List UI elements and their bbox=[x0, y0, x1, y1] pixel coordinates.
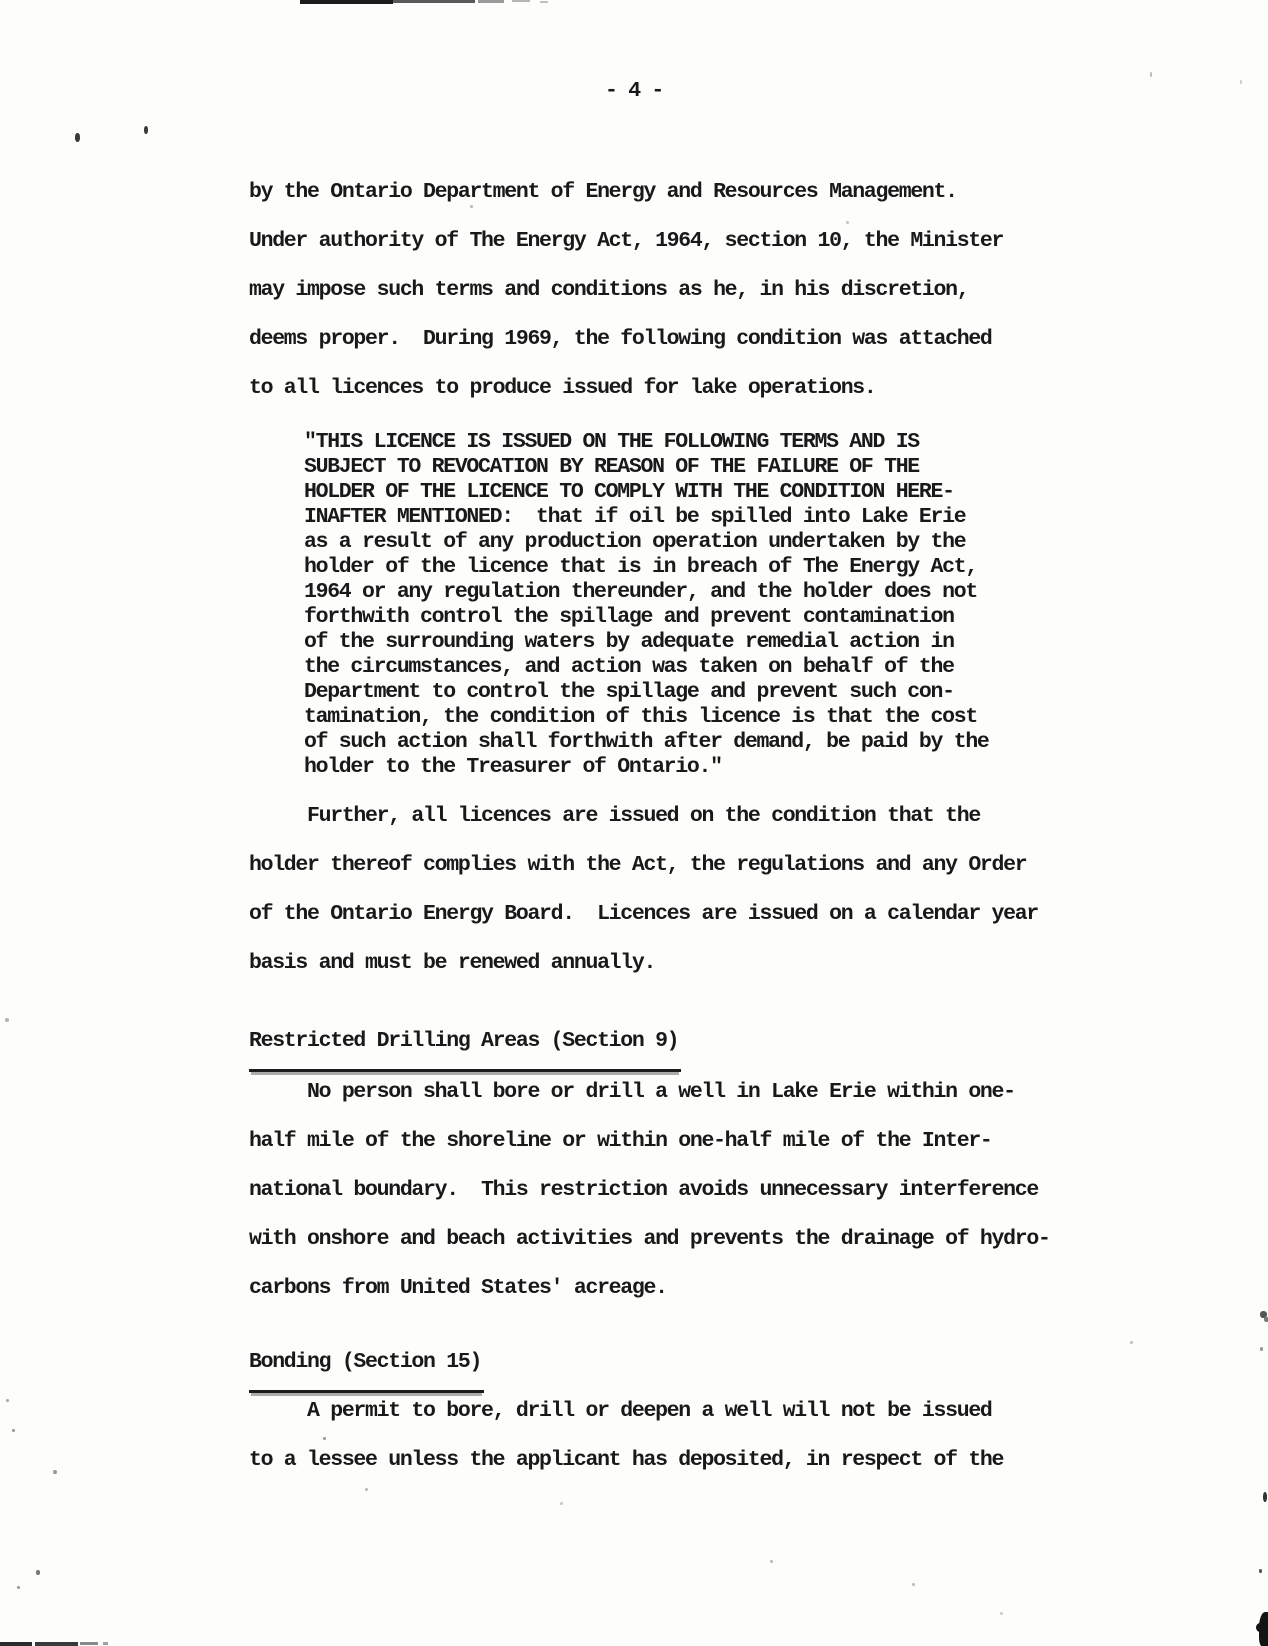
scan-speck bbox=[470, 205, 473, 208]
text-line: may impose such terms and conditions as he, in his discretion, bbox=[249, 278, 969, 302]
heading-underlined-text: Bonding (Section 15) bbox=[249, 1338, 484, 1393]
scan-edge-line bbox=[35, 1642, 78, 1646]
scan-speck bbox=[1130, 1341, 1133, 1344]
quote-line: as a result of any production operation undertaken by the bbox=[304, 530, 966, 554]
quote-line: HOLDER OF THE LICENCE TO COMPLY WITH THE CONDITION HERE- bbox=[304, 480, 954, 504]
text-line: by the Ontario Department of Energy and Resources Management. bbox=[249, 180, 957, 204]
scan-speck bbox=[1150, 72, 1152, 77]
section-heading-restricted-drilling-areas bbox=[249, 1017, 681, 1072]
text-line: holder thereof complies with the Act, the regulations and any Order bbox=[249, 853, 1027, 877]
quote-line: "THIS LICENCE IS ISSUED ON THE FOLLOWING TERMS AND IS bbox=[304, 430, 919, 454]
quote-line: 1964 or any regulation thereunder, and the holder does not bbox=[304, 580, 977, 604]
scan-speck bbox=[75, 133, 80, 142]
scan-speck bbox=[1264, 1317, 1268, 1322]
quote-line: the circumstances, and action was taken on behalf of the bbox=[304, 655, 954, 679]
text-line: A permit to bore, drill or deepen a well will not be issued bbox=[249, 1399, 992, 1423]
text-line: to all licences to produce issued for lake operations. bbox=[249, 376, 876, 400]
scan-speck bbox=[6, 1399, 9, 1402]
scan-speck bbox=[53, 1470, 57, 1474]
text-line: to a lessee unless the applicant has deposited, in respect of the bbox=[249, 1448, 1004, 1472]
scan-edge-line bbox=[0, 1642, 32, 1646]
scan-speck bbox=[365, 1488, 368, 1491]
text-line: of the Ontario Energy Board. Licences are issued on a calendar year bbox=[249, 902, 1038, 926]
quote-line: holder of the licence that is in breach of The Energy Act, bbox=[304, 555, 977, 579]
text-line: Under authority of The Energy Act, 1964, section 10, the Minister bbox=[249, 229, 1004, 253]
quote-line: tamination, the condition of this licence is that the cost bbox=[304, 705, 977, 729]
scan-edge-line bbox=[300, 0, 393, 4]
heading-underlined-text: Restricted Drilling Areas (Section 9) bbox=[249, 1017, 681, 1072]
quote-line: holder to the Treasurer of Ontario." bbox=[304, 755, 722, 779]
section-heading-bonding bbox=[249, 1338, 484, 1393]
scan-speck bbox=[1260, 1347, 1263, 1351]
text-line: No person shall bore or drill a well in Lake Erie within one- bbox=[249, 1080, 1015, 1104]
quote-line: Department to control the spillage and prevent such con- bbox=[304, 680, 954, 704]
scan-edge-line bbox=[478, 0, 504, 3]
scan-speck bbox=[144, 126, 148, 134]
text-line: Further, all licences are issued on the condition that the bbox=[249, 804, 980, 828]
scan-edge-line bbox=[540, 1, 548, 3]
scan-edge-line bbox=[103, 1642, 108, 1645]
licence-condition-block-quote bbox=[304, 430, 989, 780]
scan-speck bbox=[1263, 1492, 1267, 1502]
quote-line: of such action shall forthwith after demand, be paid by the bbox=[304, 730, 989, 754]
text-line: deems proper. During 1969, the following condition was attached bbox=[249, 327, 992, 351]
scan-speck bbox=[323, 1437, 326, 1440]
paragraph-restricted-drilling bbox=[249, 1068, 1050, 1313]
ink-blob bbox=[1256, 1623, 1264, 1632]
page-number: - 4 - bbox=[604, 79, 663, 103]
scan-speck bbox=[1000, 1612, 1003, 1615]
text-line: basis and must be renewed annually. bbox=[249, 951, 656, 975]
text-line: with onshore and beach activities and prevents the drainage of hydro- bbox=[249, 1227, 1050, 1251]
paragraph-intro bbox=[249, 168, 1003, 413]
scan-speck bbox=[5, 1018, 9, 1022]
scan-speck bbox=[846, 221, 849, 224]
scan-edge-line bbox=[512, 0, 530, 2]
quote-line: of the surrounding waters by adequate remedial action in bbox=[304, 630, 954, 654]
scan-speck bbox=[36, 1570, 40, 1575]
text-line: national boundary. This restriction avoids unnecessary interference bbox=[249, 1178, 1038, 1202]
scan-speck bbox=[1240, 80, 1242, 84]
scan-edge-line bbox=[80, 1642, 98, 1645]
scan-speck bbox=[12, 1429, 15, 1432]
quote-line: INAFTER MENTIONED: that if oil be spilled into Lake Erie bbox=[304, 505, 966, 529]
quote-line: forthwith control the spillage and prevent contamination bbox=[304, 605, 954, 629]
scan-edge-line bbox=[393, 0, 475, 3]
text-line: carbons from United States' acreage. bbox=[249, 1276, 667, 1300]
scan-speck bbox=[17, 1586, 20, 1589]
scan-speck bbox=[560, 1502, 563, 1505]
paragraph-further-conditions bbox=[249, 792, 1038, 988]
scan-speck bbox=[1259, 1569, 1262, 1573]
scan-speck bbox=[770, 1560, 773, 1563]
paragraph-bonding bbox=[249, 1387, 1003, 1485]
text-line: half mile of the shoreline or within one-half mile of the Inter- bbox=[249, 1129, 992, 1153]
quote-line: SUBJECT TO REVOCATION BY REASON OF THE FAILURE OF THE bbox=[304, 455, 919, 479]
scan-speck bbox=[912, 1583, 915, 1586]
